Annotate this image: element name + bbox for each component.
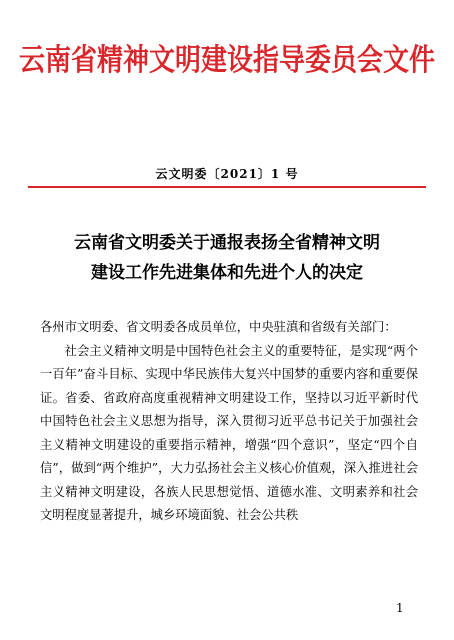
page-number: 1 — [396, 601, 404, 615]
document-masthead: 云南省精神文明建设指导委员会文件 — [18, 43, 435, 79]
document-title — [30, 228, 424, 288]
title-line-1: 云南省文明委关于通报表扬全省精神文明 — [74, 233, 380, 253]
document-number: 云文明委〔2021〕1 号 — [155, 167, 299, 181]
document-body — [40, 316, 418, 528]
body-paragraph: 社会主义精神文明是中国特色社会主义的重要特征，是实现“两个一百年”奋斗目标、实现中华民族伟大复兴中国梦的重要内容和重要保证。省委、省政府高度重视精神文明建设工作，坚持以习近平新时代中国特色社会主义思想为指导，深入贯彻习近平总书记关于加强社会主义精神文明建设的重要指示精神，增强“四个意识”，坚定“四个自信”，做到“两个维护”，大力弘扬社会主义核心价值观，深入推进社会主义精神文明建设，各族人民思想觉悟、道德水准、文明素养和社会文明程度显著提升，城乡环境面貌、社会公共秩 — [40, 343, 418, 522]
red-divider-line — [28, 186, 426, 188]
title-line-2: 建设工作先进集体和先进个人的决定 — [91, 263, 363, 283]
addressee-line: 各州市文明委、省文明委各成员单位，中央驻滇和省级有关部门： — [40, 320, 397, 334]
